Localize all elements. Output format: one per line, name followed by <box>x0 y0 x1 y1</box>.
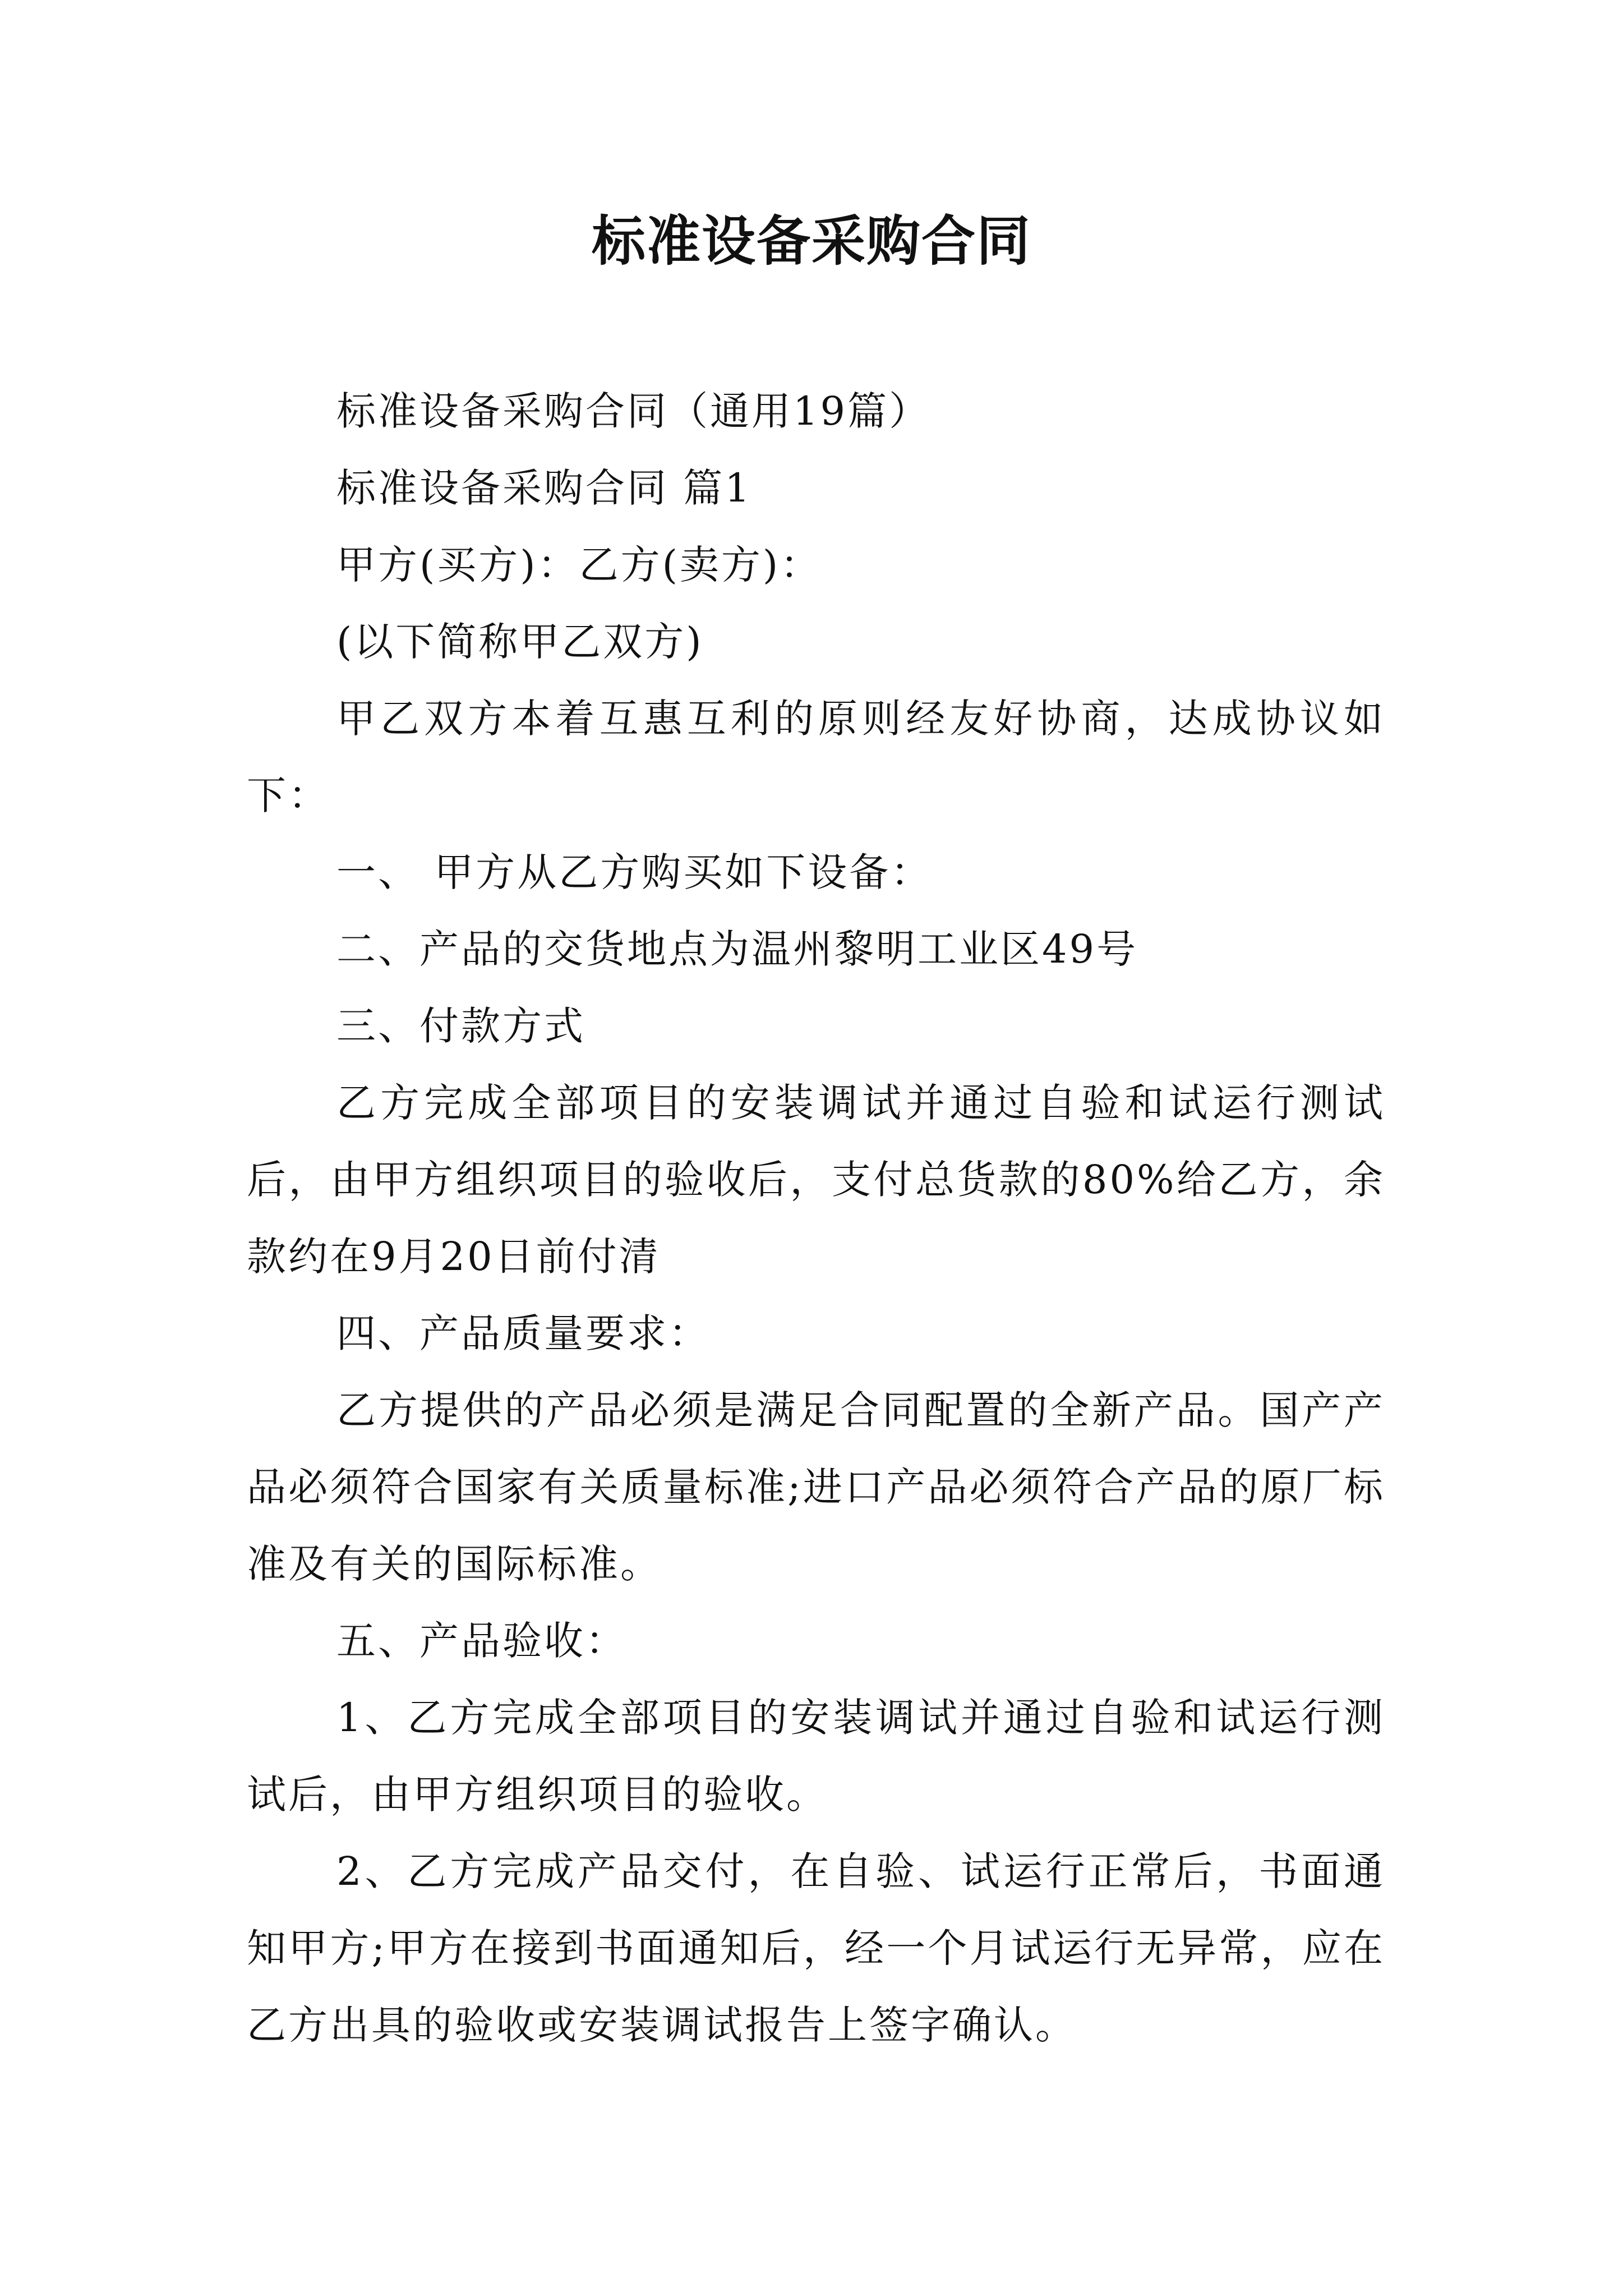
paragraph-parties: 甲方(买方)：乙方(卖方)： <box>336 542 822 588</box>
paragraph-acceptance-1: 1、乙方完成全部项目的安装调试并通过自验和试运行测试后，由甲方组织项目的验收。 <box>247 1695 1385 1818</box>
document-title: 标准设备采购合同 <box>592 209 1031 273</box>
document-body <box>247 373 1385 2064</box>
paragraph-clause-4-heading: 四、产品质量要求： <box>336 1310 710 1356</box>
paragraph-parties-note: (以下简称甲乙双方) <box>336 619 704 665</box>
paragraph-heading: 标准设备采购合同（通用19篇） <box>336 388 931 434</box>
paragraph-clause-2: 二、产品的交货地点为温州黎明工业区49号 <box>336 926 1138 972</box>
paragraph-payment: 乙方完成全部项目的安装调试并通过自验和试运行测试后，由甲方组织项目的验收后，支付总货款的80%给乙方，余款约在9月20日前付清 <box>247 1080 1385 1280</box>
paragraph-clause-5-heading: 五、产品验收： <box>336 1618 627 1664</box>
paragraph-quality: 乙方提供的产品必须是满足合同配置的全新产品。国产产品必须符合国家有关质量标准;进口产品必须符合产品的原厂标准及有关的国际标准。 <box>247 1387 1385 1587</box>
paragraph-section-label: 标准设备采购合同 篇1 <box>336 465 752 511</box>
paragraph-clause-1: 一、 甲方从乙方购买如下设备： <box>336 849 933 895</box>
paragraph-clause-3-heading: 三、付款方式 <box>336 1003 585 1049</box>
paragraph-acceptance-2: 2、乙方完成产品交付，在自验、试运行正常后，书面通知甲方;甲方在接到书面通知后，经一个月试运行无异常，应在乙方出具的验收或安装调试报告上签字确认。 <box>247 1848 1385 2048</box>
paragraph-agreement: 甲乙双方本着互惠互利的原则经友好协商，达成协议如下： <box>247 696 1385 818</box>
